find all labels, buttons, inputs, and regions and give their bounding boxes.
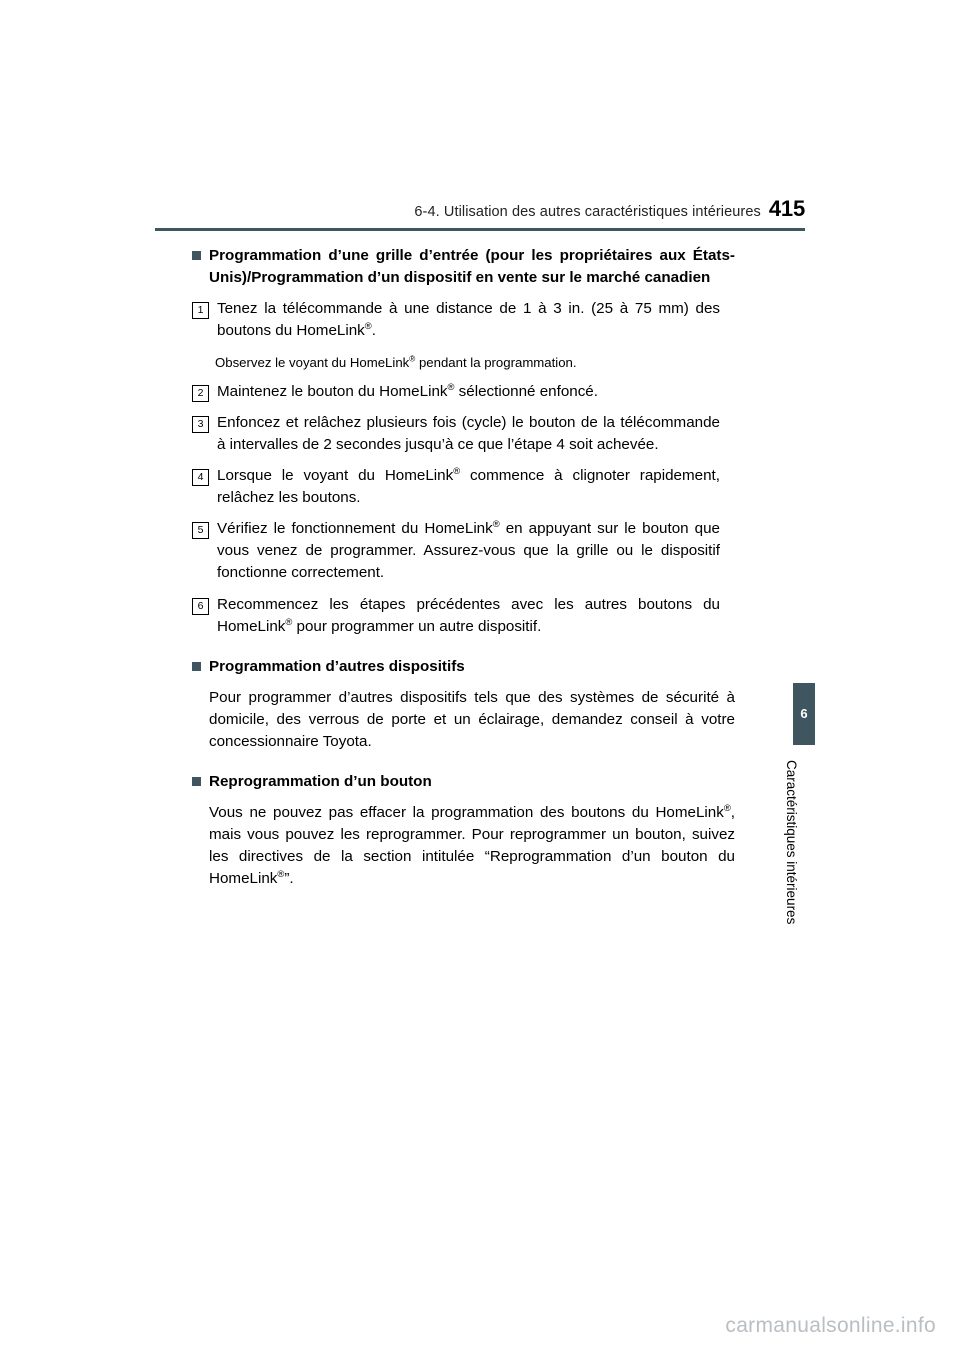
registered-mark: ® [285,615,293,627]
list-item [192,465,737,509]
list-item [192,412,737,456]
registered-mark: ® [723,801,731,813]
chapter-tab-number: 6 [800,706,808,721]
page-header [155,196,805,222]
chapter-title: 6-4. Utilisation des autres caractéristiques intérieures [414,204,761,220]
list-item [192,381,737,403]
step-text-part-b: pour programmer un autre dispositif. [292,617,542,635]
step-text [217,298,720,342]
bullet-square-icon [192,777,201,786]
header-divider [155,228,805,231]
step-note-part-a: Observez le voyant du HomeLink [215,355,410,371]
section-title: Programmation d’autres dispositifs [209,657,465,675]
step-text-part-a: Vérifiez le fonctionnement du HomeLink [217,520,493,538]
section-body-part-a: Vous ne pouvez pas effacer la programmation des boutons du HomeLink [209,803,724,821]
watermark: carmanualsonline.info [725,1314,936,1337]
section-title: Reprogrammation d’un bouton [209,772,432,790]
step-note [215,353,715,372]
step-text-part-b: sélectionné enfoncé. [454,383,598,401]
step-number-badge: 5 [192,522,209,539]
page-number: 415 [768,196,805,221]
step-note-part-b: pendant la programmation. [415,355,577,371]
step-text-part-b: en appuyant sur le bouton que vous venez de programmer. Assurez-vous que la grille ou le dispositif fonctionne correctement. [217,520,720,582]
step-text-part-b: commence à clignoter rapidement, relâchez les boutons. [217,467,720,507]
step-text-part-a: Recommencez les étapes précédentes avec les autres boutons du HomeLink [217,595,720,635]
page-content [192,243,737,890]
registered-mark: ® [453,465,461,477]
bullet-square-icon [192,251,201,260]
step-number-badge: 4 [192,469,209,486]
step-text-part-a: Maintenez le bouton du HomeLink [217,383,448,401]
chapter-side-label: Caractéristiques intérieures [784,760,799,925]
step-number-badge: 3 [192,416,209,433]
step-text-part-a: Tenez la télécommande à une distance de 1 à 3 in. (25 à 75 mm) des boutons du HomeLink [217,300,720,340]
chapter-tab [793,683,815,745]
bullet-square-icon [192,662,201,671]
section-body [209,802,735,890]
list-item [192,298,737,342]
step-text: Enfoncez et relâchez plusieurs fois (cycle) le bouton de la télécommande à intervalles de 2 secondes jusqu’à ce que l’étape 4 soit achevée. [217,414,720,454]
registered-mark: ® [492,518,500,530]
section-heading-2 [192,656,737,678]
registered-mark: ® [447,381,455,393]
step-text [217,381,720,403]
registered-mark: ® [409,354,416,364]
step-text [217,518,720,584]
registered-mark: ® [364,320,372,332]
section-heading-1 [192,245,737,289]
step-number-badge: 6 [192,598,209,615]
list-item [192,594,737,638]
step-text-part-a: Lorsque le voyant du HomeLink [217,467,454,485]
step-text [217,594,720,638]
section-body-part-c: ”. [284,869,294,887]
step-text-part-b: . [371,322,376,340]
step-text [217,465,720,509]
section-heading-3 [192,771,737,793]
step-number-badge: 2 [192,385,209,402]
step-number-badge: 1 [192,302,209,319]
section-title: Programmation d’une grille d’entrée (pour les propriétaires aux États-Unis)/Programmation d’un dispositif en vente sur le marché canadien [209,247,735,287]
section-body-part-b: , mais vous pouvez les reprogrammer. Pour reprogrammer un bouton, suivez les directives de la section intitulée “Reprogrammation d’un bouton du HomeLink [209,803,735,887]
registered-mark: ® [277,867,285,879]
list-item [192,518,737,584]
section-body: Pour programmer d’autres dispositifs tels que des systèmes de sécurité à domicile, des verrous de porte et un éclairage, demandez conseil à votre concessionnaire Toyota. [209,688,735,750]
